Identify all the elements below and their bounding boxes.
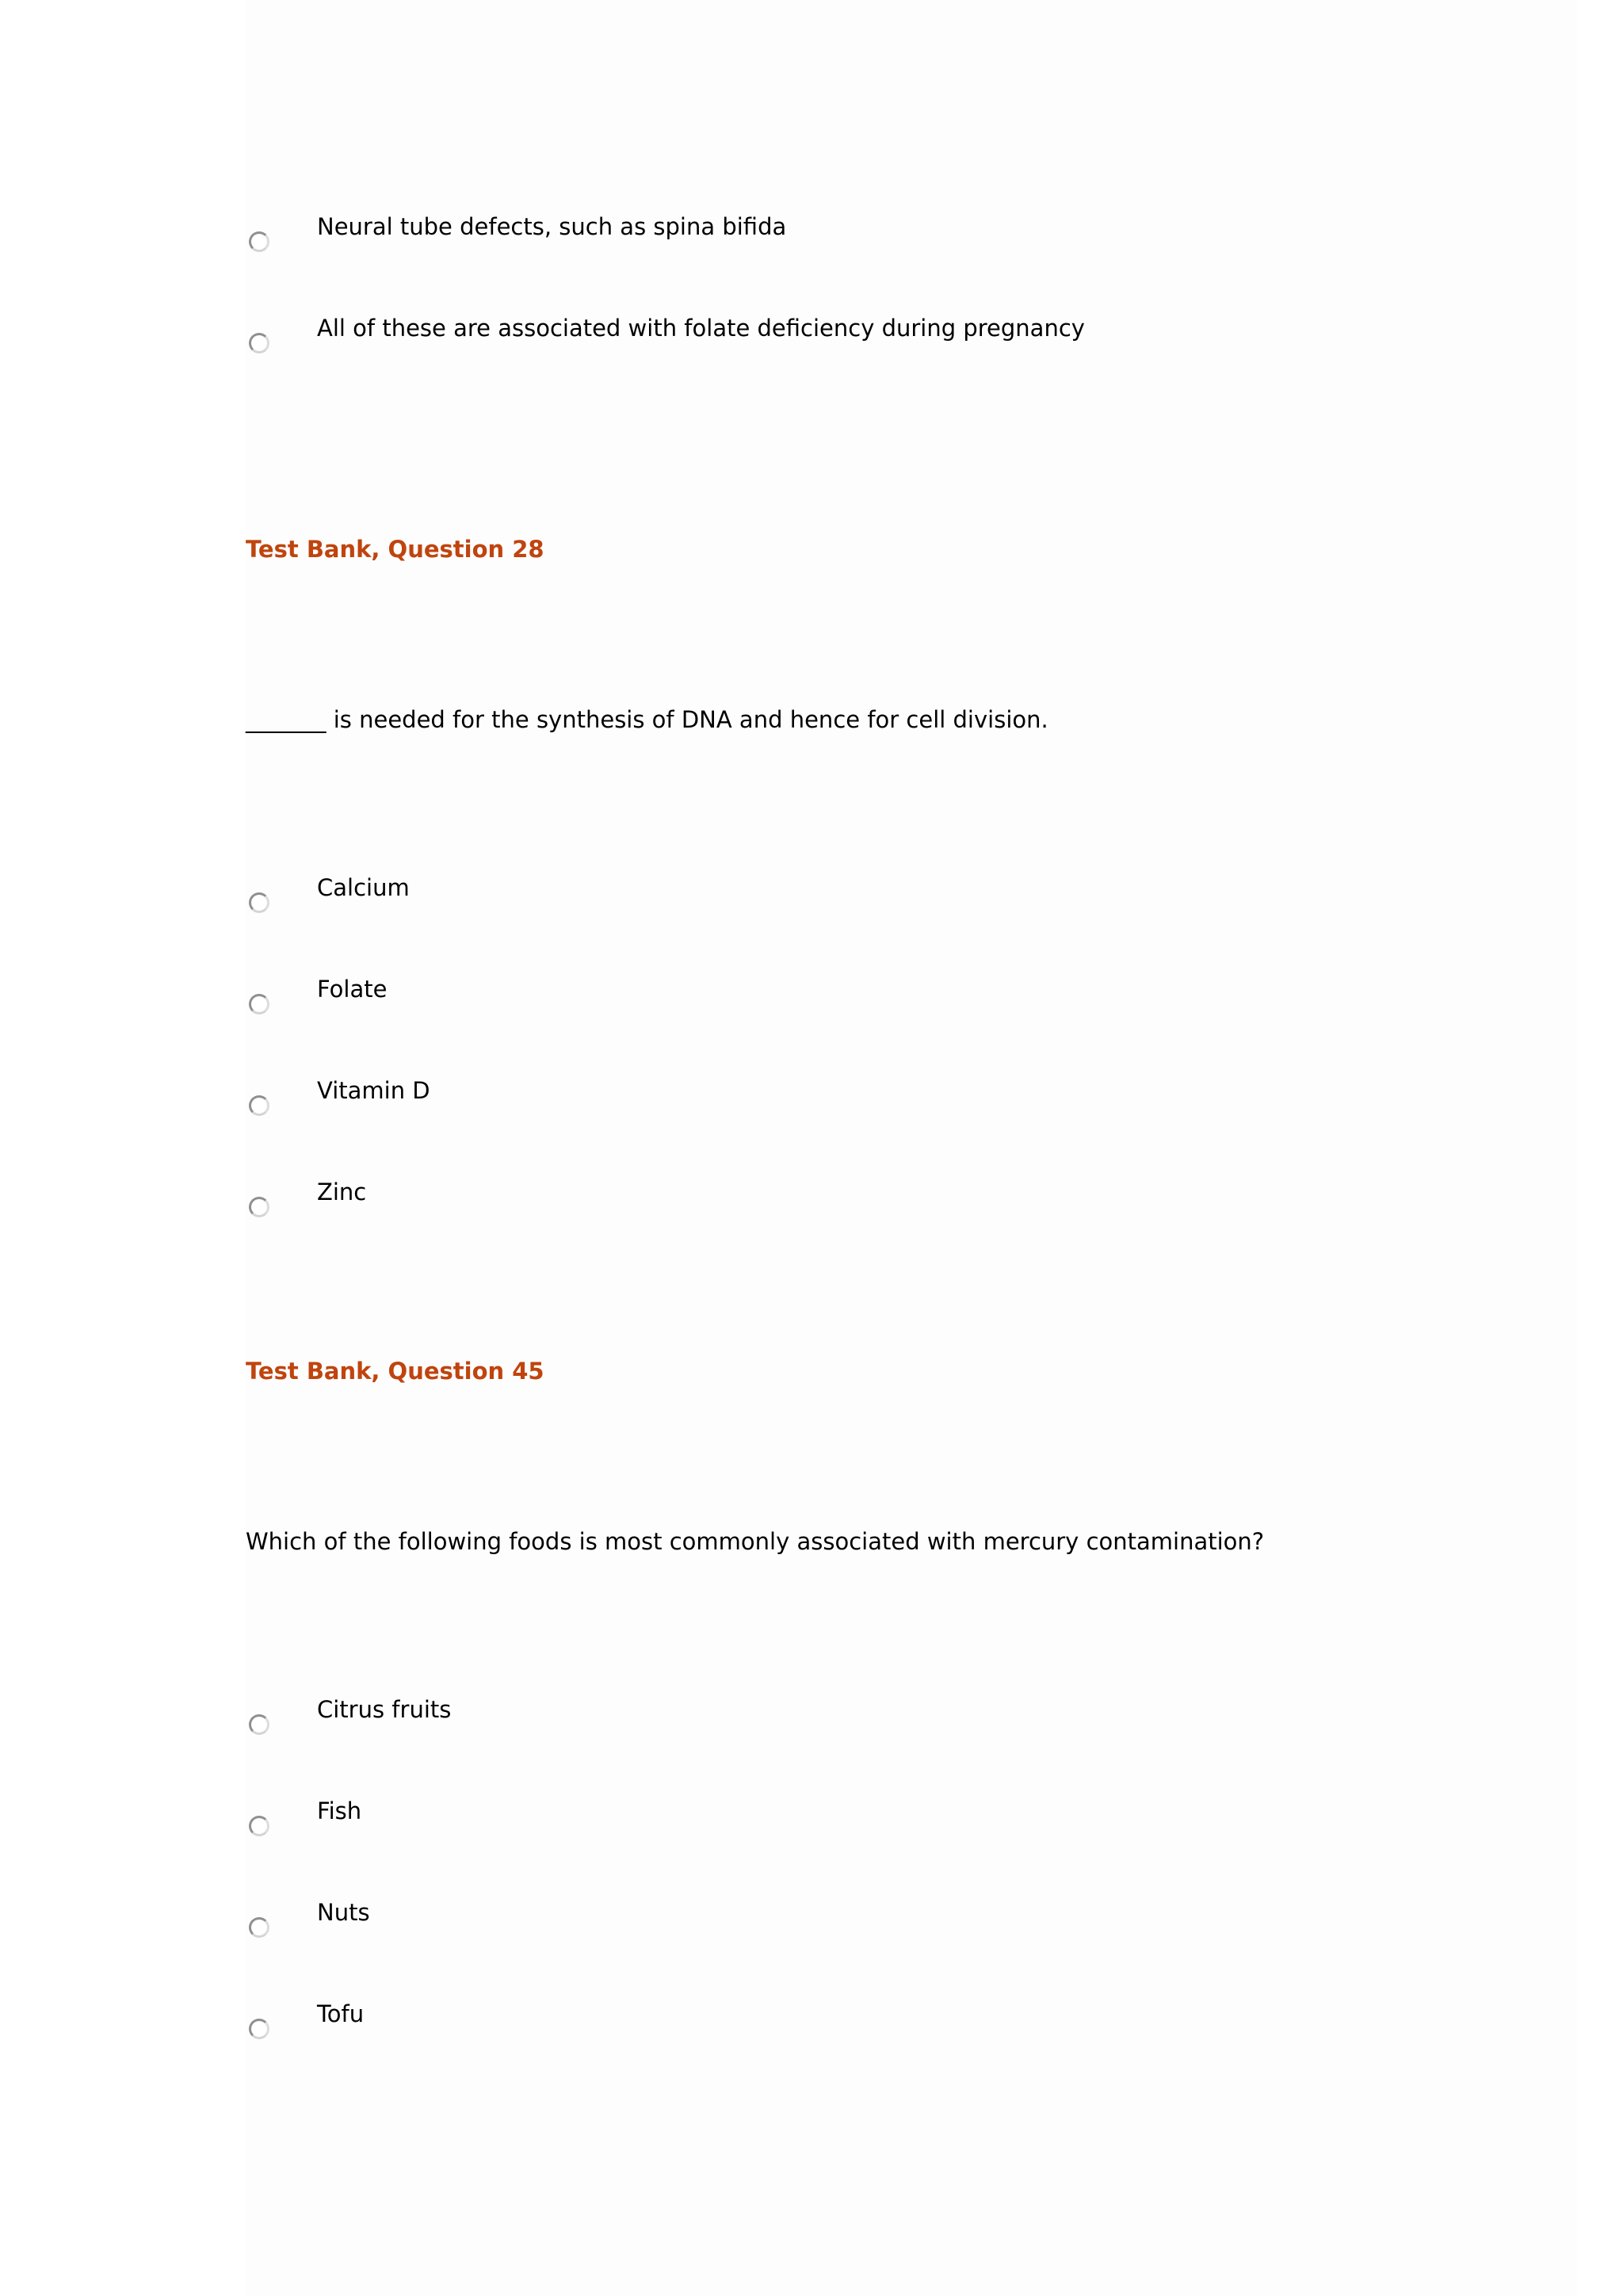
answer-option[interactable] <box>246 314 1514 361</box>
option-label: Calcium <box>317 874 410 901</box>
option-label: Nuts <box>317 1899 370 1926</box>
answer-option[interactable] <box>246 1178 1514 1225</box>
radio-button[interactable] <box>249 1816 269 1836</box>
question-45-text: Which of the following foods is most commonly associated with mercury contamination? <box>246 1528 1265 1555</box>
radio-button[interactable] <box>249 892 269 913</box>
radio-button[interactable] <box>249 333 269 353</box>
radio-button[interactable] <box>249 2019 269 2039</box>
answer-option[interactable] <box>246 1695 1514 1743</box>
question-28-heading: Test Bank, Question 28 <box>246 536 544 563</box>
option-label: Vitamin D <box>317 1077 430 1104</box>
radio-button[interactable] <box>249 1095 269 1116</box>
radio-button[interactable] <box>249 1917 269 1938</box>
answer-option[interactable] <box>246 212 1514 260</box>
radio-button[interactable] <box>249 994 269 1014</box>
option-label: All of these are associated with folate deficiency during pregnancy <box>317 315 1085 342</box>
option-label: Citrus fruits <box>317 1696 452 1723</box>
option-label: Tofu <box>317 2000 365 2027</box>
answer-option[interactable] <box>246 1898 1514 1946</box>
radio-button[interactable] <box>249 1197 269 1217</box>
answer-option[interactable] <box>246 873 1514 921</box>
answer-option[interactable] <box>246 975 1514 1022</box>
option-label: Folate <box>317 976 388 1003</box>
option-label: Zinc <box>317 1179 367 1205</box>
radio-button[interactable] <box>249 1714 269 1735</box>
answer-option[interactable] <box>246 2000 1514 2047</box>
question-45-heading: Test Bank, Question 45 <box>246 1358 544 1385</box>
question-28-text: _______ is needed for the synthesis of DNA and hence for cell division. <box>246 706 1048 733</box>
option-label: Neural tube defects, such as spina bifida <box>317 213 787 240</box>
answer-option[interactable] <box>246 1797 1514 1844</box>
option-label: Fish <box>317 1797 362 1824</box>
answer-option[interactable] <box>246 1076 1514 1124</box>
radio-button[interactable] <box>249 231 269 252</box>
